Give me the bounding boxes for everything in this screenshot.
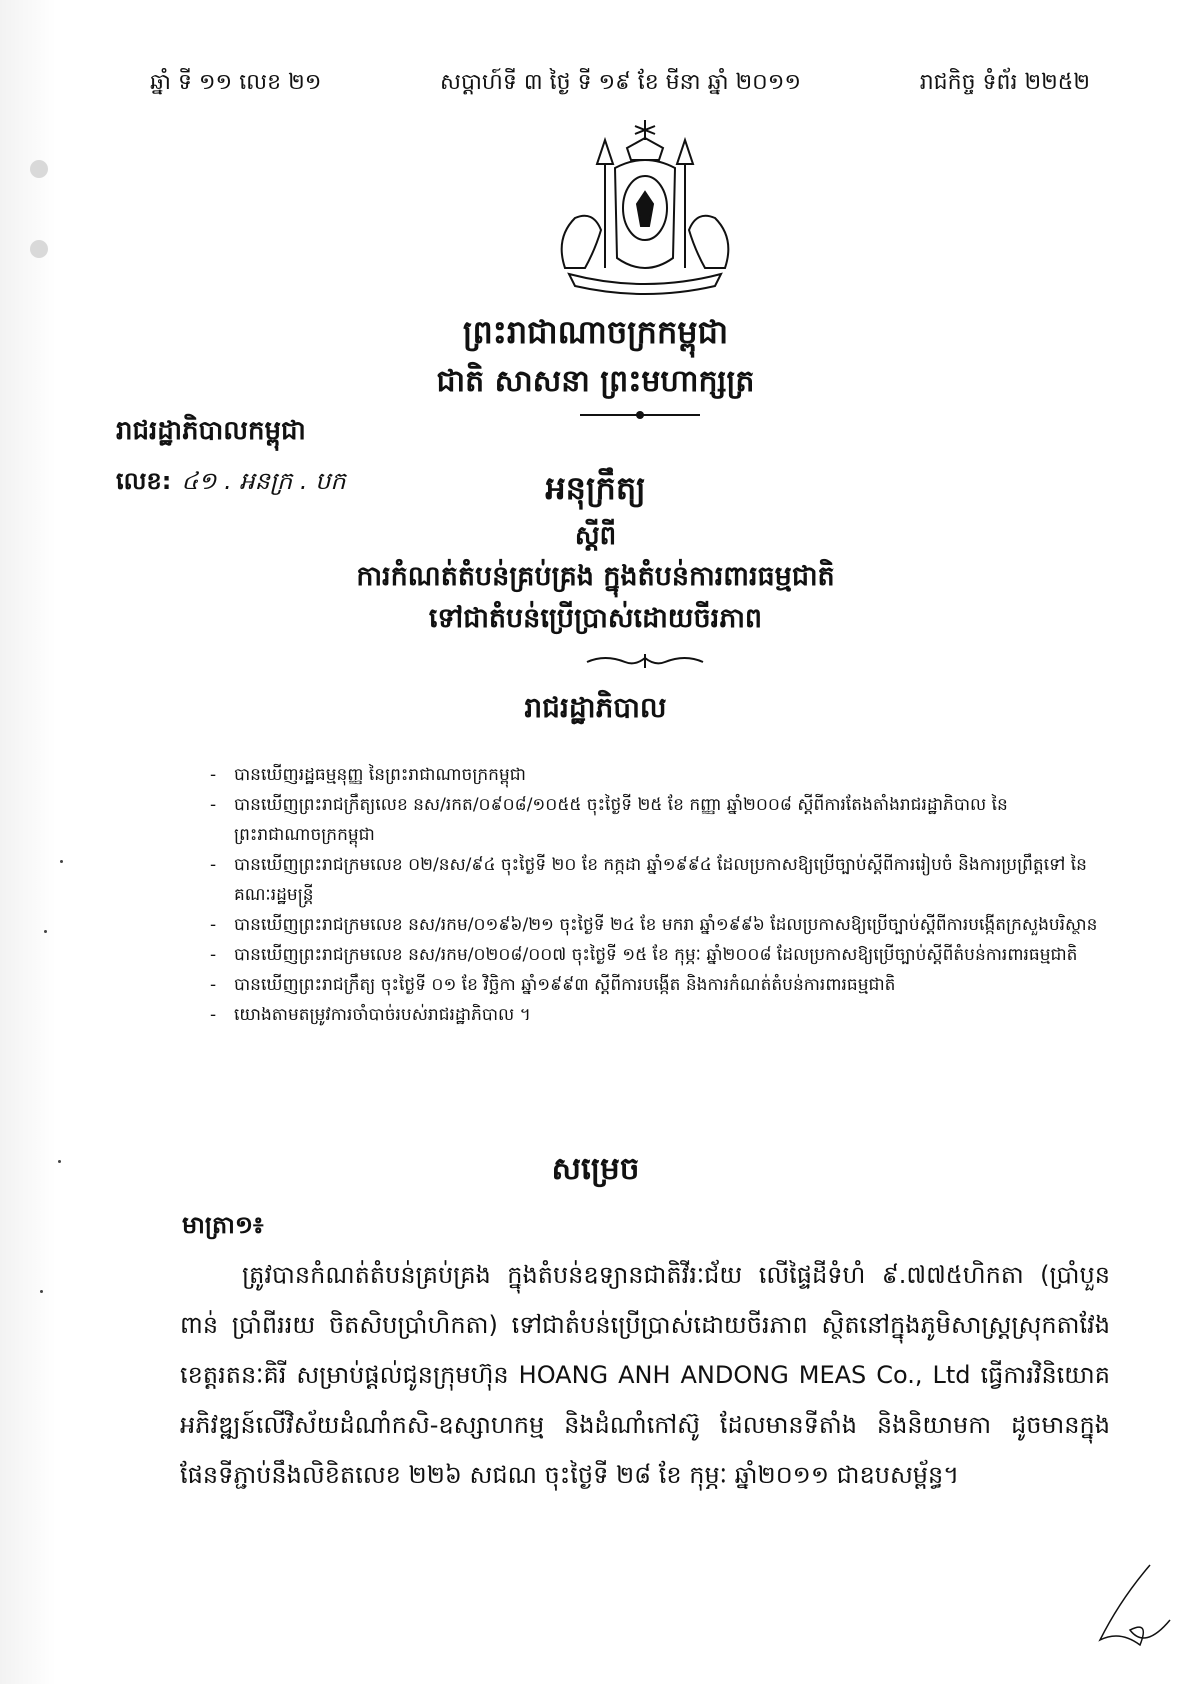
article-1-label: មាត្រា១៖ [182, 1211, 264, 1239]
initial-signature-icon [1090, 1560, 1180, 1660]
document-type-title: អនុក្រឹត្យ [545, 469, 646, 507]
decision-heading: សម្រេច [551, 1151, 640, 1187]
preamble-item: - បានឃើញព្រះរាជក្រឹត្យ ចុះថ្ងៃទី ០១ ខែ វិច្ឆិកា ឆ្នាំ១៩៩៣ ស្តីពីការបង្កើត និងការកំណត់តំបន់ការពារធម្មជាតិ [206, 970, 1106, 1000]
issuing-authority: រាជរដ្ឋាភិបាលកម្ពុជា [116, 416, 306, 446]
royal-coat-of-arms-icon [545, 118, 745, 298]
subject-line-2: ទៅជាតំបន់ប្រើប្រាស់ដោយចីរភាព [428, 603, 763, 634]
national-motto: ជាតិ សាសនា ព្រះមហាក្សត្រ [436, 364, 755, 399]
title-divider [580, 411, 700, 419]
gazette-header [150, 66, 1090, 102]
about-label: ស្តីពី [574, 521, 617, 551]
decree-number-value: ៤១ . អនក្រ . បក [181, 467, 346, 495]
punch-hole [30, 160, 48, 178]
preamble-item: - បានឃើញព្រះរាជក្រមលេខ នស/រកម/០២០៨/០០៧ ចុះថ្ងៃទី ១៥ ខែ កុម្ភៈ ឆ្នាំ២០០៨ ដែលប្រកាសឱ្យប្រើច្បាប់ស្តីពីតំបន់ការពារធម្មជាតិ [206, 940, 1106, 970]
article-1-text: ត្រូវបានកំណត់តំបន់គ្រប់គ្រង ក្នុងតំបន់ឧទ្យានជាតិវីរៈជ័យ លើផ្ទៃដីទំហំ ៩.៧៧៥ហិកតា (ប្រាំបួនពាន់ ប្រាំពីររយ ចិតសិបប្រាំហិកតា) ទៅជាតំបន់ប្រើប្រាស់ដោយចីរភាព ស្ថិតនៅក្នុងភូមិសាស្ត្រស្រុកតាវែង ខេត្តរតនៈគិរី សម្រាប់ផ្តល់ជូនក្រុមហ៊ុន HOANG ANH ANDONG MEAS Co., Ltd ធ្វើការវិនិយោគអភិវឌ្ឍន៍លើវិស័យដំណាំកសិ-ឧស្សាហកម្ម និងដំណាំកៅស៊ូ ដែលមានទីតាំង និងនិយាមកា ដូចមានក្នុងផែនទីភ្ជាប់នឹងលិខិតលេខ ២២៦ សជណ ចុះថ្ងៃទី ២៨ ខែ កុម្ភៈ ឆ្នាំ២០១១ ជាឧបសម្ព័ន្ធ។ [180, 1261, 1110, 1489]
decree-number-label: លេខ: [116, 467, 172, 495]
preamble-item: - បានឃើញព្រះរាជក្រមលេខ ០២/នស/៩៤ ចុះថ្ងៃទី ២០ ខែ កក្កដា ឆ្នាំ១៩៩៤ ដែលប្រកាសឱ្យប្រើច្បាប់ស្តីពីការរៀបចំ និងការប្រព្រឹត្តទៅ នៃគណៈរដ្ឋមន្ត្រី [206, 850, 1106, 910]
government-heading: រាជរដ្ឋាភិបាល [524, 691, 667, 724]
preamble-item: - យោងតាមតម្រូវការចាំបាច់របស់រាជរដ្ឋាភិបាល ។ [206, 1000, 1106, 1030]
gazette-issue: ឆ្នាំ ទី ១១ លេខ ២១ [150, 70, 322, 95]
subject-line-1: ការកំណត់តំបន់គ្រប់គ្រង ក្នុងតំបន់ការពារធម្មជាតិ [356, 561, 835, 592]
gazette-page-number: រាជកិច្ច ទំព័រ ២២៥២ [919, 70, 1090, 95]
preamble-item: - បានឃើញរដ្ឋធម្មនុញ្ញ នៃព្រះរាជាណាចក្រកម្ពុជា [206, 760, 1106, 790]
punch-hole [30, 240, 48, 258]
ornament-divider [585, 652, 705, 670]
preamble-list [206, 760, 1106, 1030]
kingdom-title: ព្រះរាជាណាចក្រកម្ពុជា [462, 313, 729, 351]
preamble-item: - បានឃើញព្រះរាជក្រមលេខ នស/រកម/០១៩៦/២១ ចុះថ្ងៃទី ២៤ ខែ មករា ឆ្នាំ១៩៩៦ ដែលប្រកាសឱ្យប្រើច្បាប់ស្តីពីការបង្កើតក្រសួងបរិស្ថាន [206, 910, 1106, 940]
gazette-week-date: សប្តាហ៍ទី ៣ ថ្ងៃ ទី ១៩ ខែ មីនា ឆ្នាំ ២០១១ [440, 70, 802, 95]
preamble-item: - បានឃើញព្រះរាជក្រឹត្យលេខ នស/រកត/០៩០៨/១០៥៥ ចុះថ្ងៃទី ២៥ ខែ កញ្ញា ឆ្នាំ២០០៨ ស្តីពីការតែងតាំងរាជរដ្ឋាភិបាល នៃព្រះរាជាណាចក្រកម្ពុជា [206, 790, 1106, 850]
